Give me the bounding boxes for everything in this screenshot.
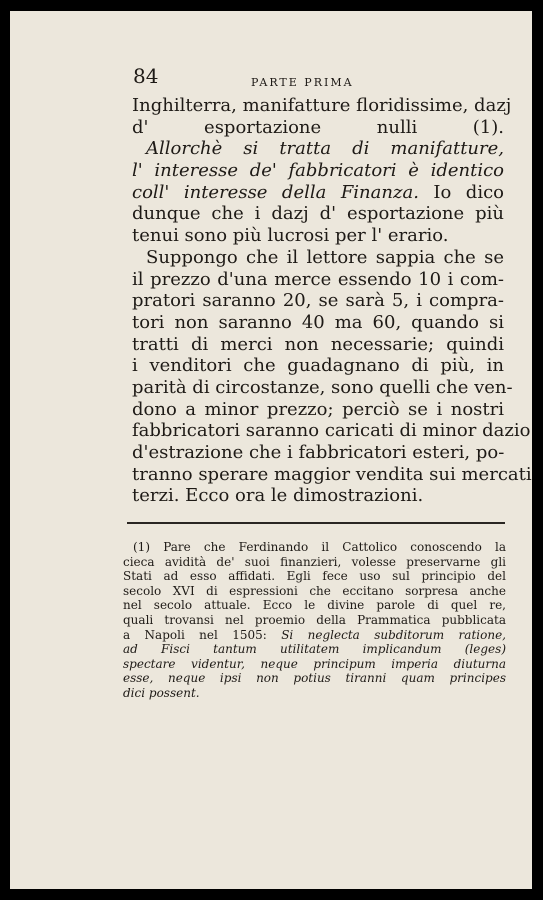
book-page <box>10 11 532 889</box>
body-line-text: parità di circostanze, sono quelli che ven- <box>132 376 513 398</box>
footnote-line-text: Stati ad esso affidati. Egli fece uso sul principio del <box>123 569 506 584</box>
body-line <box>132 95 512 117</box>
body-line-text: terzi. Ecco ora le dimostrazioni. <box>132 485 424 507</box>
body-line-text: tenui sono più lucrosi per l' erario. <box>132 225 449 247</box>
body-line-text: tratti di merci non necessarie; quindi <box>132 333 504 355</box>
body-line-text: d' esportazione nulli (1). <box>132 116 504 138</box>
body-line-text: dono a minor prezzo; perciò se i nostri <box>132 398 504 420</box>
footnote-line <box>123 584 506 599</box>
body-line <box>132 290 504 312</box>
body-line-text: tranno sperare maggior vendita sui mercati <box>132 463 532 485</box>
body-line-text: l' interesse de' fabbricatori è identico <box>132 160 504 182</box>
footnote-line <box>123 628 506 643</box>
body-line <box>132 247 504 269</box>
footnote-line-text: nel secolo attuale. Ecco le divine parole di quel re, <box>123 598 506 613</box>
body-line-text: il prezzo d'una merce essendo 10 i com- <box>132 268 504 290</box>
footnote-line-text: ad Fisci tantum utilitatem implicandum (leges) <box>123 642 506 657</box>
footnote-line <box>123 642 506 657</box>
body-line-text: fabbricatori saranno caricati di minor dazio <box>132 420 531 442</box>
body-line <box>132 117 504 139</box>
body-line <box>132 442 504 464</box>
body-line-text: d'estrazione che i fabbricatori esteri, po- <box>132 442 505 463</box>
body-line-text: pratori saranno 20, se sarà 5, i compra- <box>132 290 504 312</box>
footnote-line <box>123 613 506 628</box>
running-head: PARTE PRIMA <box>251 76 354 89</box>
body-line-text: i venditori che guadagnano di più, in <box>132 355 504 377</box>
body-line <box>132 138 504 160</box>
page-header <box>133 64 503 94</box>
page-number: 84 <box>133 64 159 88</box>
body-line <box>132 355 504 377</box>
footnote-line-text: secolo XVI di espressioni che eccitano sorpresa anche <box>123 583 506 598</box>
footnote-line-text: spectare videntur, neque principum imperia diuturna <box>123 656 506 671</box>
body-text <box>132 95 532 507</box>
body-line <box>132 269 504 291</box>
body-line <box>132 160 504 182</box>
body-line-text: Inghilterra, manifatture floridissime, dazj <box>132 95 512 116</box>
footnote-line <box>123 657 506 672</box>
footnote-line <box>123 555 506 570</box>
footnote-line <box>123 598 506 613</box>
body-line-text: Suppongo che il lettore sappia che se <box>146 246 504 268</box>
body-line <box>132 420 531 442</box>
body-line <box>132 463 532 486</box>
footnote-separator <box>127 522 505 524</box>
footnote-line-text: quali trovansi nel proemio della Prammatica pubblicata <box>123 612 506 627</box>
body-line-text: Allorchè si tratta di manifatture, <box>146 138 504 160</box>
body-line-text: tori non saranno 40 ma 60, quando si <box>132 311 504 333</box>
footnote-line-text: (1) Pare che Ferdinando il Cattolico conoscendo la <box>133 540 506 554</box>
footnote <box>123 540 506 701</box>
footnote-line <box>123 686 506 701</box>
footnote-line-text: esse, neque ipsi non potius tiranni quam principes <box>123 671 506 686</box>
body-line <box>132 376 513 399</box>
body-line-text: dunque che i dazj d' esportazione più <box>132 203 504 225</box>
footnote-line-text: dici possent. <box>123 685 200 700</box>
body-line <box>132 399 504 421</box>
body-line <box>132 203 504 225</box>
body-line <box>132 334 504 356</box>
footnote-line-italic-rest: Si neglecta subditorum ratione, <box>266 627 506 642</box>
body-line <box>132 485 504 507</box>
body-line <box>132 225 504 247</box>
footnote-line-text: a Napoli nel 1505: <box>123 627 267 642</box>
body-line <box>132 312 504 334</box>
body-line-text-rest: Io dico <box>418 181 504 203</box>
footnote-line <box>123 569 506 584</box>
footnote-line <box>123 540 506 555</box>
body-line <box>132 182 504 204</box>
body-line-text: coll' interesse della Finanza. <box>132 181 419 203</box>
footnote-line <box>123 671 506 686</box>
footnote-line-text: cieca avidità de' suoi finanzieri, volesse preservarne gli <box>123 554 506 569</box>
